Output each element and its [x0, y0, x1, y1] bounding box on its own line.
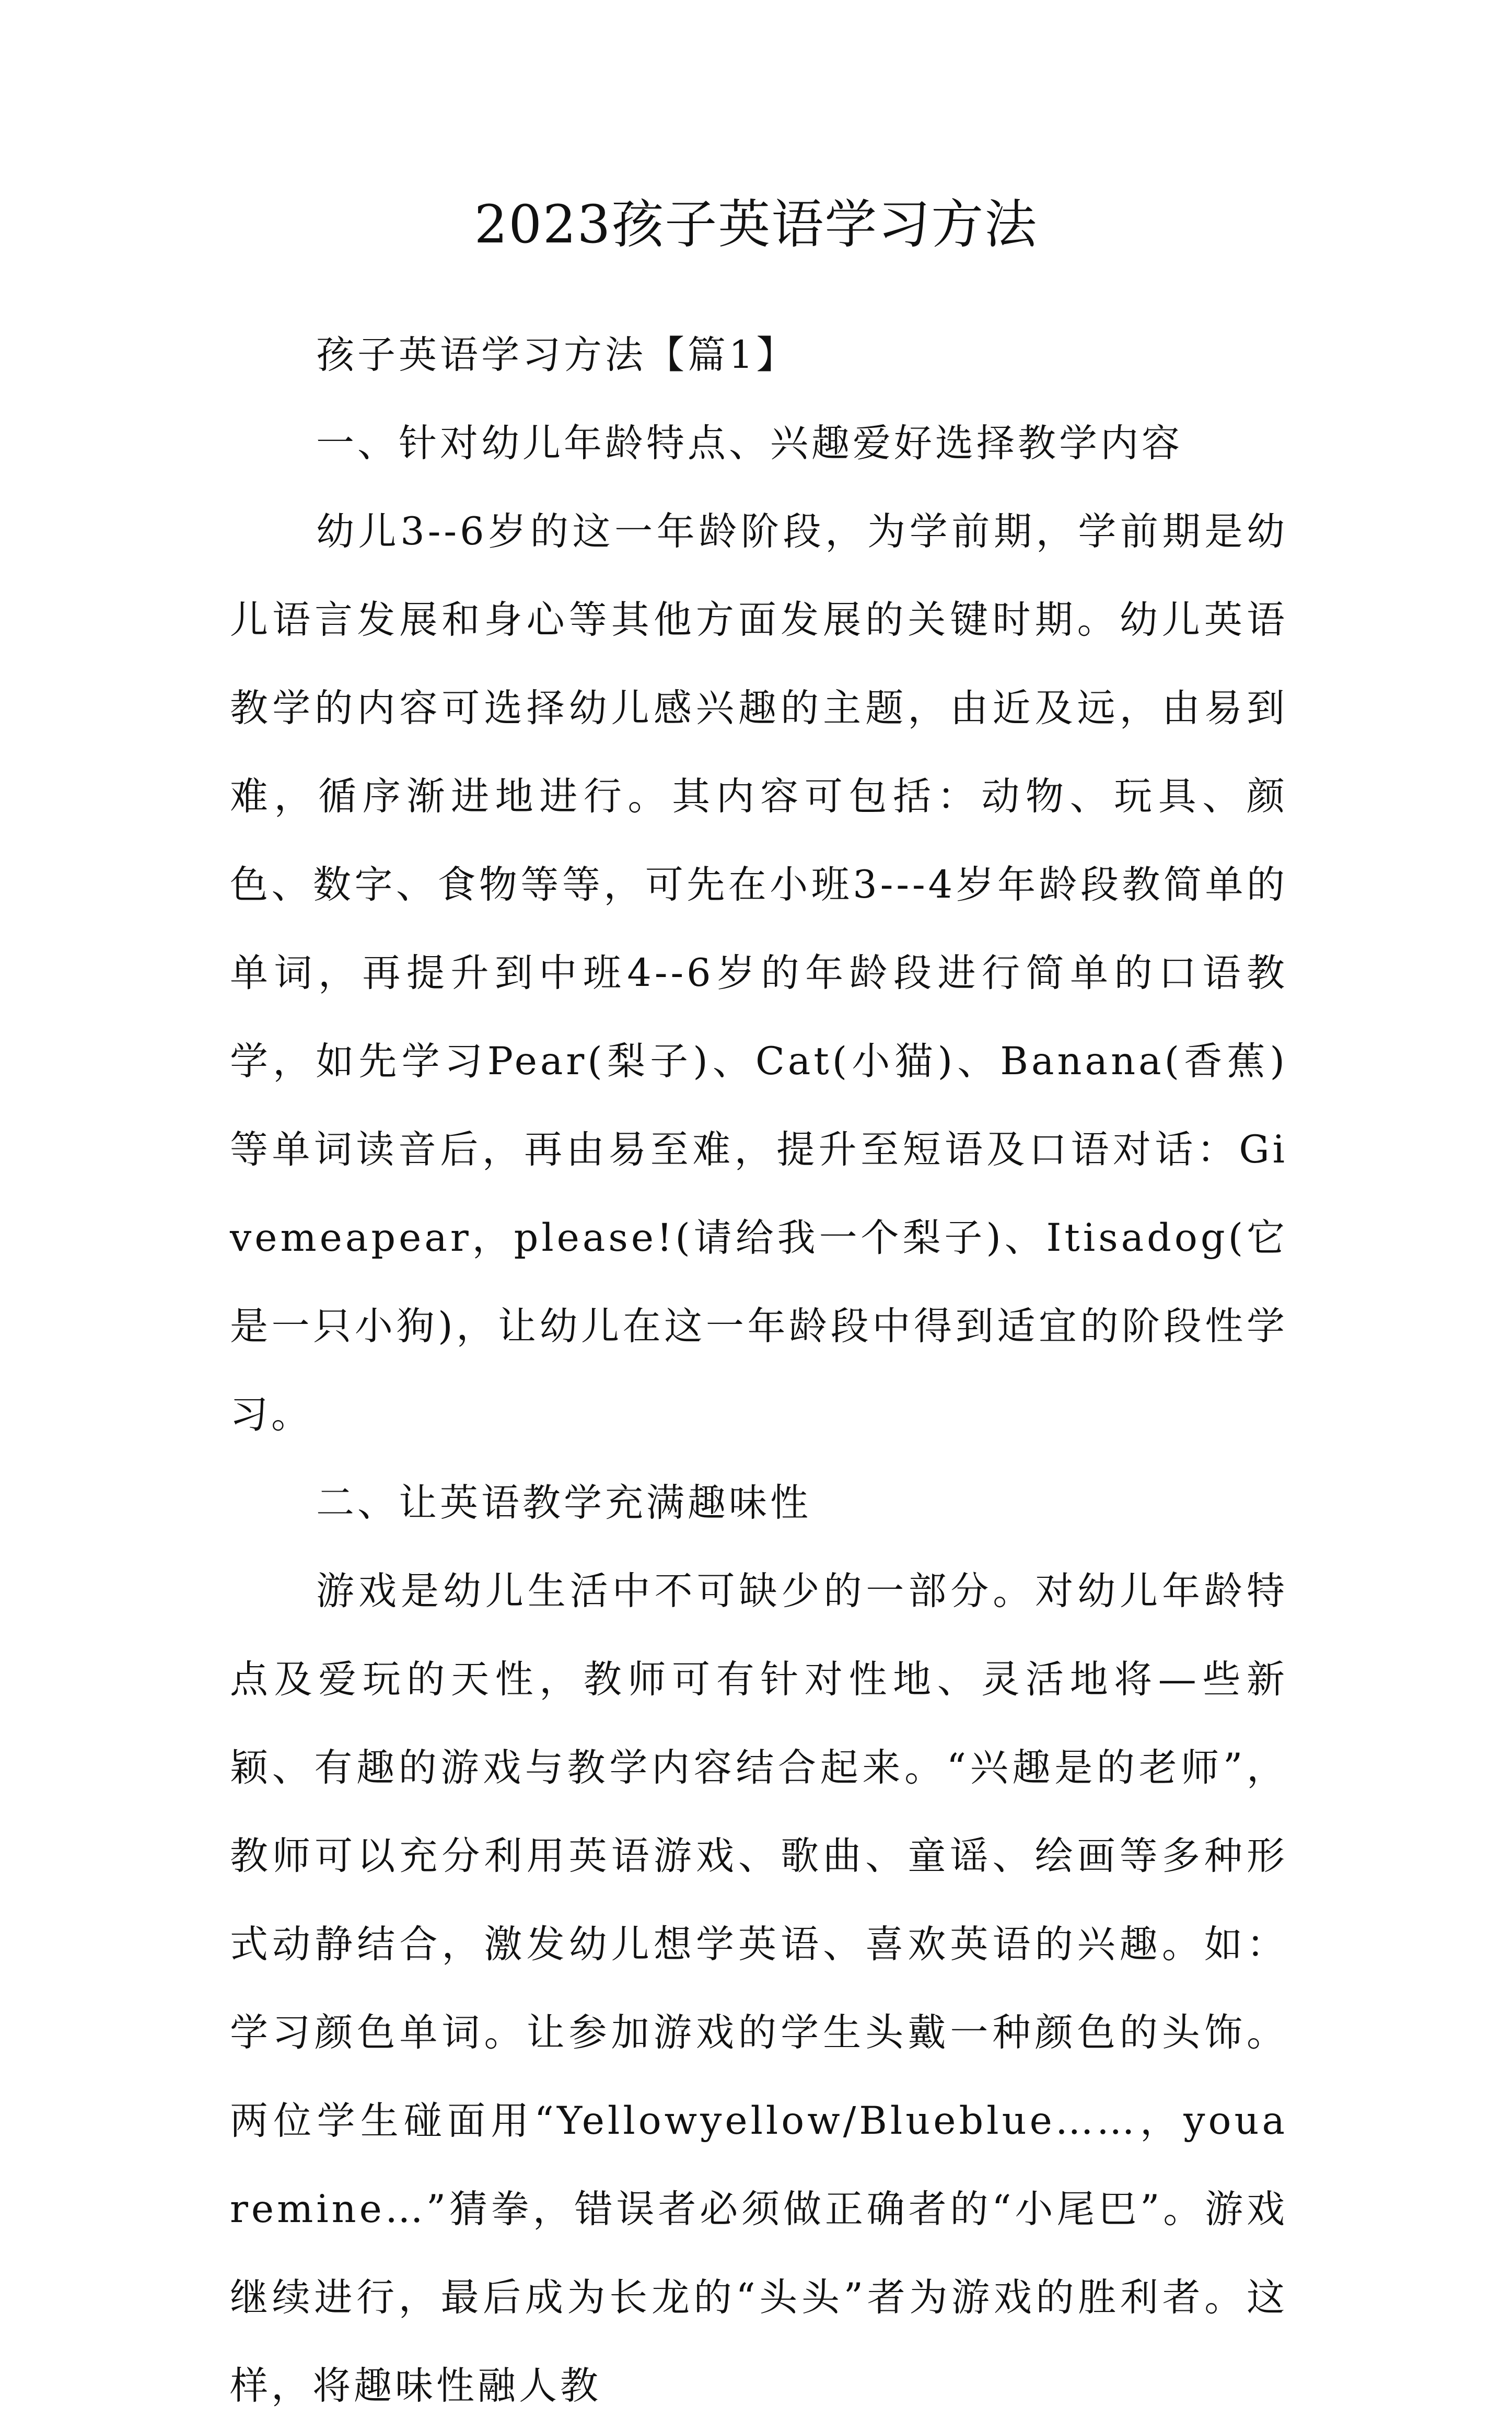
section-heading-part-1: 孩子英语学习方法【篇1】	[316, 333, 798, 377]
paragraph-1: 幼儿3--6岁的这一年龄阶段，为学前期，学前期是幼儿语言发展和身心等其他方面发展的关键时期。幼儿英语教学的内容可选择幼儿感兴趣的主题，由近及远，由易到难，循序渐进地进行。其内容可包括：动物、玩具、颜色、数字、食物等等，可先在小班3---4岁年龄段教简单的单词，再提升到中班4--6岁的年龄段进行简单的口语教学，如先学习Pear(梨子)、Cat(小猫)、Banana(香蕉)等单词读音后，再由易至难，提升至短语及口语对话：Givemeapear，please!(请给我一个梨子)、Itisadog(它是一只小狗)，让幼儿在这一年龄段中得到适宜的阶段性学习。	[230, 509, 1288, 1437]
paragraph-2: 游戏是幼儿生活中不可缺少的一部分。对幼儿年龄特点及爱玩的天性，教师可有针对性地、灵活地将—些新颖、有趣的游戏与教学内容结合起来。“兴趣是的老师”，教师可以充分利用英语游戏、歌曲、童谣、绘画等多种形式动静结合，激发幼儿想学英语、喜欢英语的兴趣。如：学习颜色单词。让参加游戏的学生头戴一种颜色的头饰。两位学生碰面用“Yellowyellow/Blueblue……，youaremine…”猜拳，错误者必须做正确者的“小尾巴”。游戏继续进行，最后成为长龙的“头头”者为游戏的胜利者。这样，将趣味性融人教	[230, 1569, 1288, 2408]
subheading-2: 二、让英语教学充满趣味性	[316, 1481, 811, 1525]
document-body	[230, 311, 1288, 2430]
subheading-1: 一、针对幼儿年龄特点、兴趣爱好选择教学内容	[316, 421, 1183, 466]
document-title: 2023孩子英语学习方法	[474, 194, 1038, 255]
